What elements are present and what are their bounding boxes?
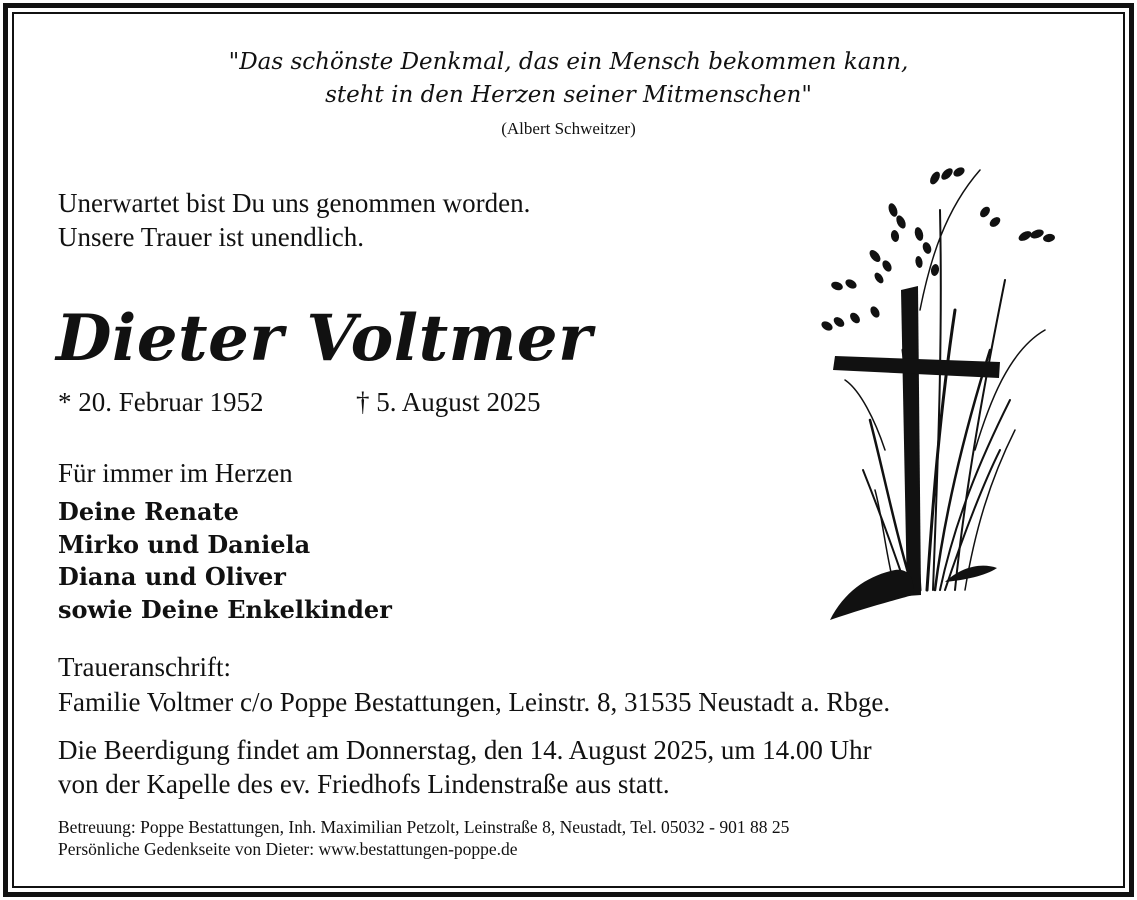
mourners-intro: Für immer im Herzen: [58, 458, 293, 488]
funeral-line-1: Die Beerdigung findet am Donnerstag, den 14. August 2025, um 14.00 Uhr: [58, 735, 872, 765]
deceased-name: Dieter Voltmer: [56, 301, 593, 376]
mourner-name: Mirko und Daniela: [58, 529, 311, 559]
quote-author: (Albert Schweitzer): [501, 119, 636, 138]
cross-with-grass-icon: [815, 150, 1060, 630]
intro-line-1: Unerwartet bist Du uns genommen worden.: [58, 188, 531, 218]
funeral-line-2: von der Kapelle des ev. Friedhofs Lindenstraße aus statt.: [58, 769, 670, 799]
footer-line-2: Persönliche Gedenkseite von Dieter: www.bestattungen-poppe.de: [58, 839, 518, 859]
funeral-info: [58, 733, 872, 801]
death-date: † 5. August 2025: [356, 387, 541, 417]
intro-text: [58, 186, 530, 254]
mourner-name: sowie Deine Enkelkinder: [58, 594, 392, 624]
intro-line-2: Unsere Trauer ist unendlich.: [58, 222, 364, 252]
footer: [58, 816, 789, 860]
birth-date: * 20. Februar 1952: [58, 387, 264, 417]
mourner-name: Deine Renate: [58, 497, 239, 526]
mourners-list: [58, 496, 392, 626]
address-text: Familie Voltmer c/o Poppe Bestattungen, Leinstr. 8, 31535 Neustadt a. Rbge.: [58, 687, 891, 717]
quote-line-2: steht in den Herzen seiner Mitmenschen": [325, 82, 812, 108]
quote: [0, 46, 1137, 112]
quote-line-1: "Das schönste Denkmal, das ein Mensch bekommen kann,: [228, 49, 909, 75]
footer-line-1: Betreuung: Poppe Bestattungen, Inh. Maximilian Petzolt, Leinstraße 8, Neustadt, Tel. 05032 - 901 88 25: [58, 817, 790, 837]
mourner-name: Diana und Oliver: [58, 562, 286, 591]
address-label: Traueranschrift:: [58, 652, 231, 682]
